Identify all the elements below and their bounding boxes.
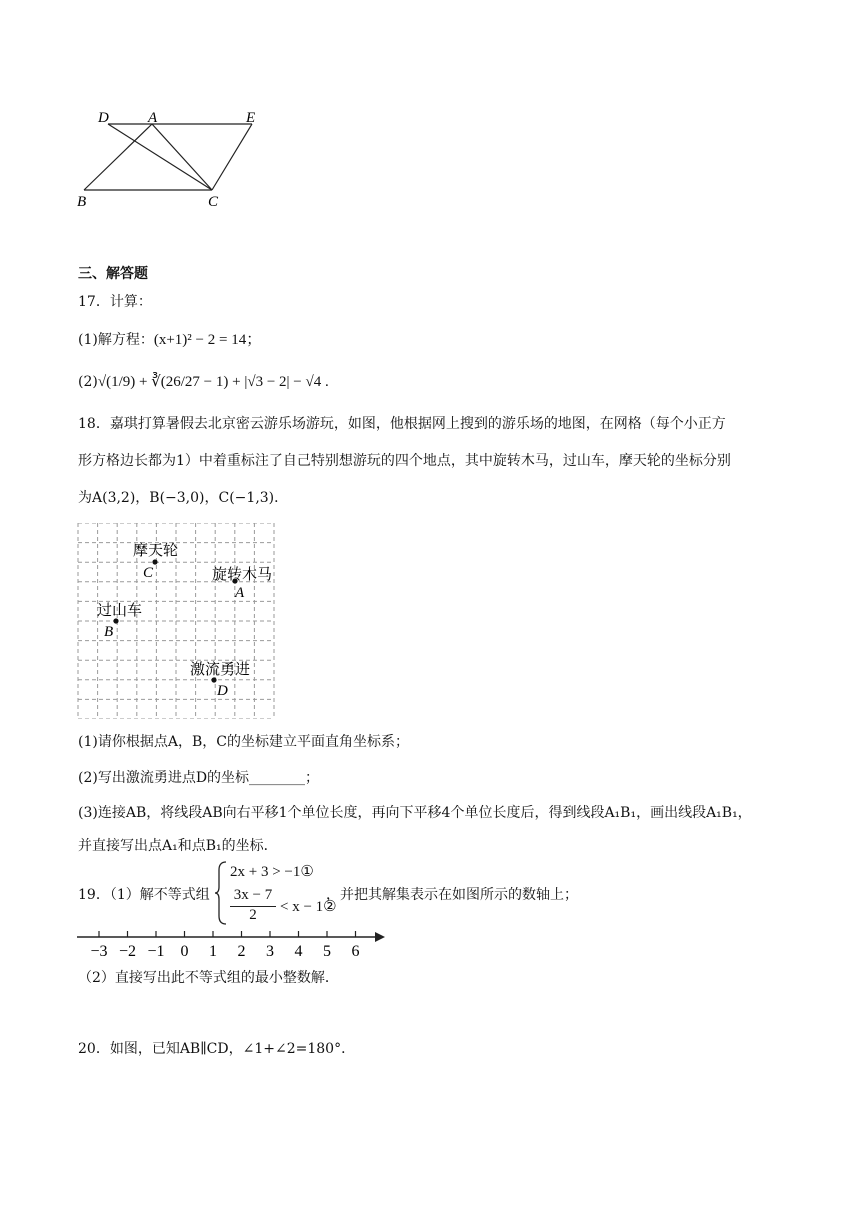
q18-sub3-line2: 并直接写出点A₁和点B₁的坐标．	[78, 838, 278, 854]
point-C-dot	[152, 559, 157, 564]
number-line-tick-label: 3	[266, 943, 274, 960]
q19-inequality-2-rest: < x − 1②	[280, 899, 337, 915]
q19-inequality-1: 2x + 3 > −1①	[230, 864, 314, 880]
number-line-tick-label: −1	[147, 943, 165, 960]
number-line	[77, 926, 387, 962]
number-line-tick-label: −3	[90, 943, 108, 960]
q19-sub2: （2）直接写出此不等式组的最小整数解．	[78, 970, 339, 986]
q19-suffix: ，并把其解集表示在如图所示的数轴上；	[326, 887, 578, 903]
label-D: D	[98, 110, 109, 126]
arrow-right-icon	[375, 932, 385, 942]
rafting-label: 激流勇进	[190, 660, 251, 678]
q18-sub1: (1)请你根据点A，B，C的坐标建立平面直角坐标系；	[78, 734, 409, 750]
q18-line2: 形方格边长都为1）中着重标注了自己特别想游玩的四个地点，其中旋转木马，过山车，摩天轮的坐标分别	[78, 453, 731, 469]
point-D-dot	[211, 677, 216, 682]
q18-line1: 18．嘉琪打算暑假去北京密云游乐场游玩，如图，他根据网上搜到的游乐场的地图，在网格（每个小正方	[78, 416, 726, 432]
brace-icon	[214, 860, 228, 926]
number-line-tick-label: 1	[209, 943, 217, 960]
point-D-label: D	[217, 683, 228, 699]
label-E: E	[246, 110, 256, 126]
q19-fraction-denominator: 2	[249, 907, 257, 923]
q17-part1-prefix: (1)解方程：	[78, 332, 154, 348]
number-line-tick-label: −2	[118, 943, 137, 960]
q18-line3: 为A(3,2)，B(−3,0)，C(−1,3)．	[78, 490, 289, 506]
label-A: A	[148, 110, 158, 126]
point-A-label: A	[235, 585, 245, 601]
geometry-figure-1	[70, 100, 280, 215]
q19-fraction-numerator: 3x − 7	[233, 887, 273, 903]
q17-part2-prefix: (2)	[78, 374, 98, 390]
q17-part1	[78, 330, 261, 350]
q20-text: 20．如图，已知AB∥CD，∠1+∠2=180°．	[78, 1041, 356, 1057]
q19-prefix: 19．（1）解不等式组	[78, 887, 210, 903]
number-line-tick-label: 0	[180, 943, 189, 960]
roller-coaster-label: 过山车	[97, 601, 143, 619]
number-line-tick-label: 6	[351, 943, 360, 960]
number-line-tick-label: 5	[323, 943, 331, 960]
point-B-dot	[113, 618, 118, 623]
q17-part1-equation: (x+1)² − 2 = 14；	[153, 332, 262, 348]
section-title: 三、解答题	[78, 266, 148, 282]
q17-part2-expression: √(1/9) + ∛(26/27 − 1) + |√3 − 2| − √4 .	[97, 374, 329, 390]
q17-part2	[78, 372, 329, 392]
amusement-park-grid-map	[77, 523, 277, 719]
label-B: B	[77, 194, 87, 210]
point-C-label: C	[143, 565, 154, 581]
point-B-label: B	[104, 624, 114, 640]
number-line-tick-label: 4	[294, 943, 303, 960]
q17-stem: 17．计算：	[78, 294, 152, 310]
q18-sub2: (2)写出激流勇进点D的坐标________；	[78, 770, 320, 786]
label-C: C	[208, 194, 219, 210]
ferris-wheel-label: 摩天轮	[133, 541, 179, 559]
number-line-tick-label: 2	[237, 943, 246, 960]
q18-sub3-line1: (3)连接AB，将线段AB向右平移1个单位长度，再向下平移4个单位长度后，得到线段A₁B₁，画出线段A₁B₁，	[78, 805, 752, 821]
carousel-label: 旋转木马	[212, 565, 273, 583]
